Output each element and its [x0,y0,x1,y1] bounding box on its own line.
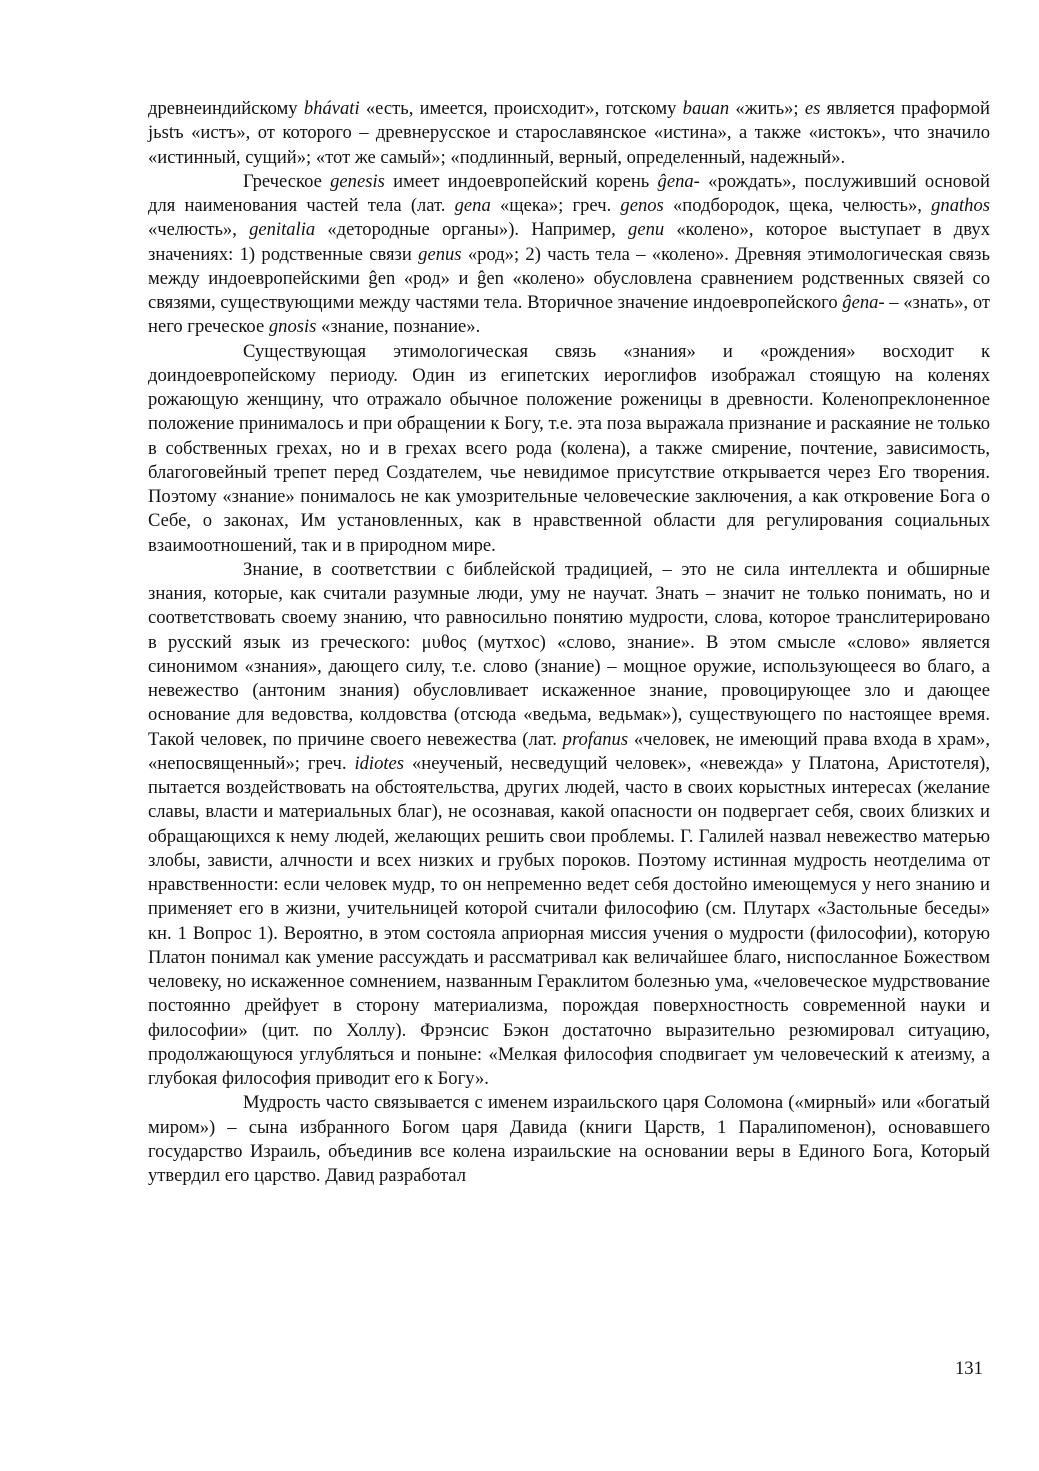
text-run: «знание, познание». [316,316,481,338]
italic-term: gena [454,195,491,216]
page-number: 131 [955,1358,983,1379]
italic-term: bhávati [303,98,360,119]
text-run: «есть, имеется, происходит», готскому [359,98,683,119]
italic-term: genesis [330,170,385,192]
italic-term: genu [628,219,665,241]
paragraph-3 [148,340,990,558]
text-run: Знание, в соответствии с библейской традицией, – это не сила интеллекта и обширные знания, которые, как считали разумные люди, уму не научат. Знать – значит не только понимать, но и соответствовать своему знанию, что равносильно понятию мудрости, слова, которое транслитерировано в русский язык из греческого: μυθος (мутхос) «слово, знание». В этом смысле «слово» является синонимом «знания», дающего силу, т.е. слово (знание) – мощное оружие, использующееся во благо, а невежество (антоним знания) обусловливает искаженное знание, провоцирующее зло и дающее основание для ведовства, колдовства (отсюда «ведьма, ведьмак»), существующего по настоящее время. Такой человек, по причине своего невежества (лат. [148,558,990,750]
text-run: «род»; 2) часть тела – «колено». Древняя этимологическая связь между индоевропейскими ĝen «род» и ĝen «колено» обусловлена сравнением родственных связей со связями, существующими между частями тела. Вторичное значение индоевропейского [148,243,990,313]
text-run: – «знать», от него греческое [148,292,990,338]
text-run: является праформой jьstъ «истъ», от которого – древнерусское и старославянское «истина», а также «истокъ», что значило «истинный, сущий»; «тот же самый»; «подлинный, верный, определенный, надежный». [148,98,991,168]
text-run: «детородные органы»). Например, [315,219,629,241]
text-run: имеет индоевропейский корень [384,170,658,192]
paragraph-2 [148,170,990,340]
italic-term: genos [620,195,664,216]
italic-term: gnosis [268,316,317,338]
text-run: Существующая этимологическая связь «знания» и «рождения» восходит к доиндоевропейскому периоду. Один из египетских иероглифов изображал стоящую на коленях рожающую женщину, что отражало обычное положение роженицы в древности. Коленопреклоненное положение принималось и при обращении к Богу, т.е. эта поза выражала признание и раскаяние не только в собственных грехах, но и в грехах всего рода (колена), а также смирение, почтение, зависимость, благоговейный трепет перед Создателем, чье невидимое присутствие открывается через Его творения. Поэтому «знание» понималось не как умозрительные человеческие заключения, а как откровение Бога о Себе, о законах, Им установленных, как в нравственной области для регулирования социальных взаимоотношений, так и в природном мире. [148,340,990,556]
paragraph-5 [148,1091,990,1188]
text-run: «человек, не имеющий права входа в храм», «непосвященный»; греч. [148,728,990,774]
italic-term: genus [418,243,462,265]
text-run: «подбородок, щека, челюсть», [663,195,932,216]
text-run: «челюсть», [148,219,250,241]
paragraph-4 [148,558,990,1092]
italic-term: ĝena- [842,292,885,313]
text-run: «щека»; греч. [490,195,621,216]
text-run: Мудрость часто связывается с именем израильского царя Соломона («мирный» или «богатый миром») – сына избранного Богом царя Давида (книги Царств, 1 Паралипоменон), основавшего государство Израиль, объединив все колена израильские на основании веры в Единого Бога, Который утвердил его царство. Давид разработал [148,1092,990,1186]
italic-term: genitalia [249,219,316,241]
text-run: древнеиндийскому [148,98,304,119]
italic-term: idiotes [354,752,405,774]
text-run: «жить»; [729,98,805,119]
italic-term: ĝena- [657,170,700,192]
italic-term: es [804,98,821,119]
text-run: «колено», которое выступает в двух значениях: 1) родственные связи [148,219,990,265]
paragraph-1 [148,97,990,170]
text-run: «неученый, несведущий человек», «невежда» у Платона, Аристотеля), пытается воздействовать на обстоятельства, других людей, часто в своих корыстных интересах (желание славы, власти и материальных благ), не осознавая, какой опасности он подвергает себя, своих близких и обращающихся к нему людей, желающих решить свои проблемы. Г. Галилей назвал невежество матерью злобы, зависти, алчности и всех низких и грубых пороков. Поэтому истинная мудрость неотделима от нравственности: если человек мудр, то он непременно ведет себя достойно имеющемуся у него знанию и применяет его в жизни, учительницей которой считали философию (см. Плутарх «Застольные беседы» кн. 1 Вопрос 1). Вероятно, в этом состояла априорная миссия учения о мудрости (философии), которую Платон понимал как умение рассуждать и рассматривал как величайшее благо, ниспосланное Божеством человеку, но искаженное сомнением, названным Гераклитом болезнью ума, «человеческое мудрствование постоянно дрейфует в сторону материализма, порождая поверхностность современной науки и философии» (цит. по Холлу). Фрэнсис Бэкон достаточно выразительно резюмировал ситуацию, продолжающуюся углубляться и поныне: «Мелкая философия сподвигает ум человеческий к атеизму, а глубокая философия приводит его к Богу». [148,752,991,1089]
text-run: Греческое [243,170,331,192]
italic-term: profanus [562,728,629,750]
italic-term: bauan [682,98,730,119]
text-run: «рождать», послуживший основой для наименования частей тела (лат. [148,170,990,216]
italic-term: gnathos [931,195,990,216]
page-body [148,97,990,1188]
